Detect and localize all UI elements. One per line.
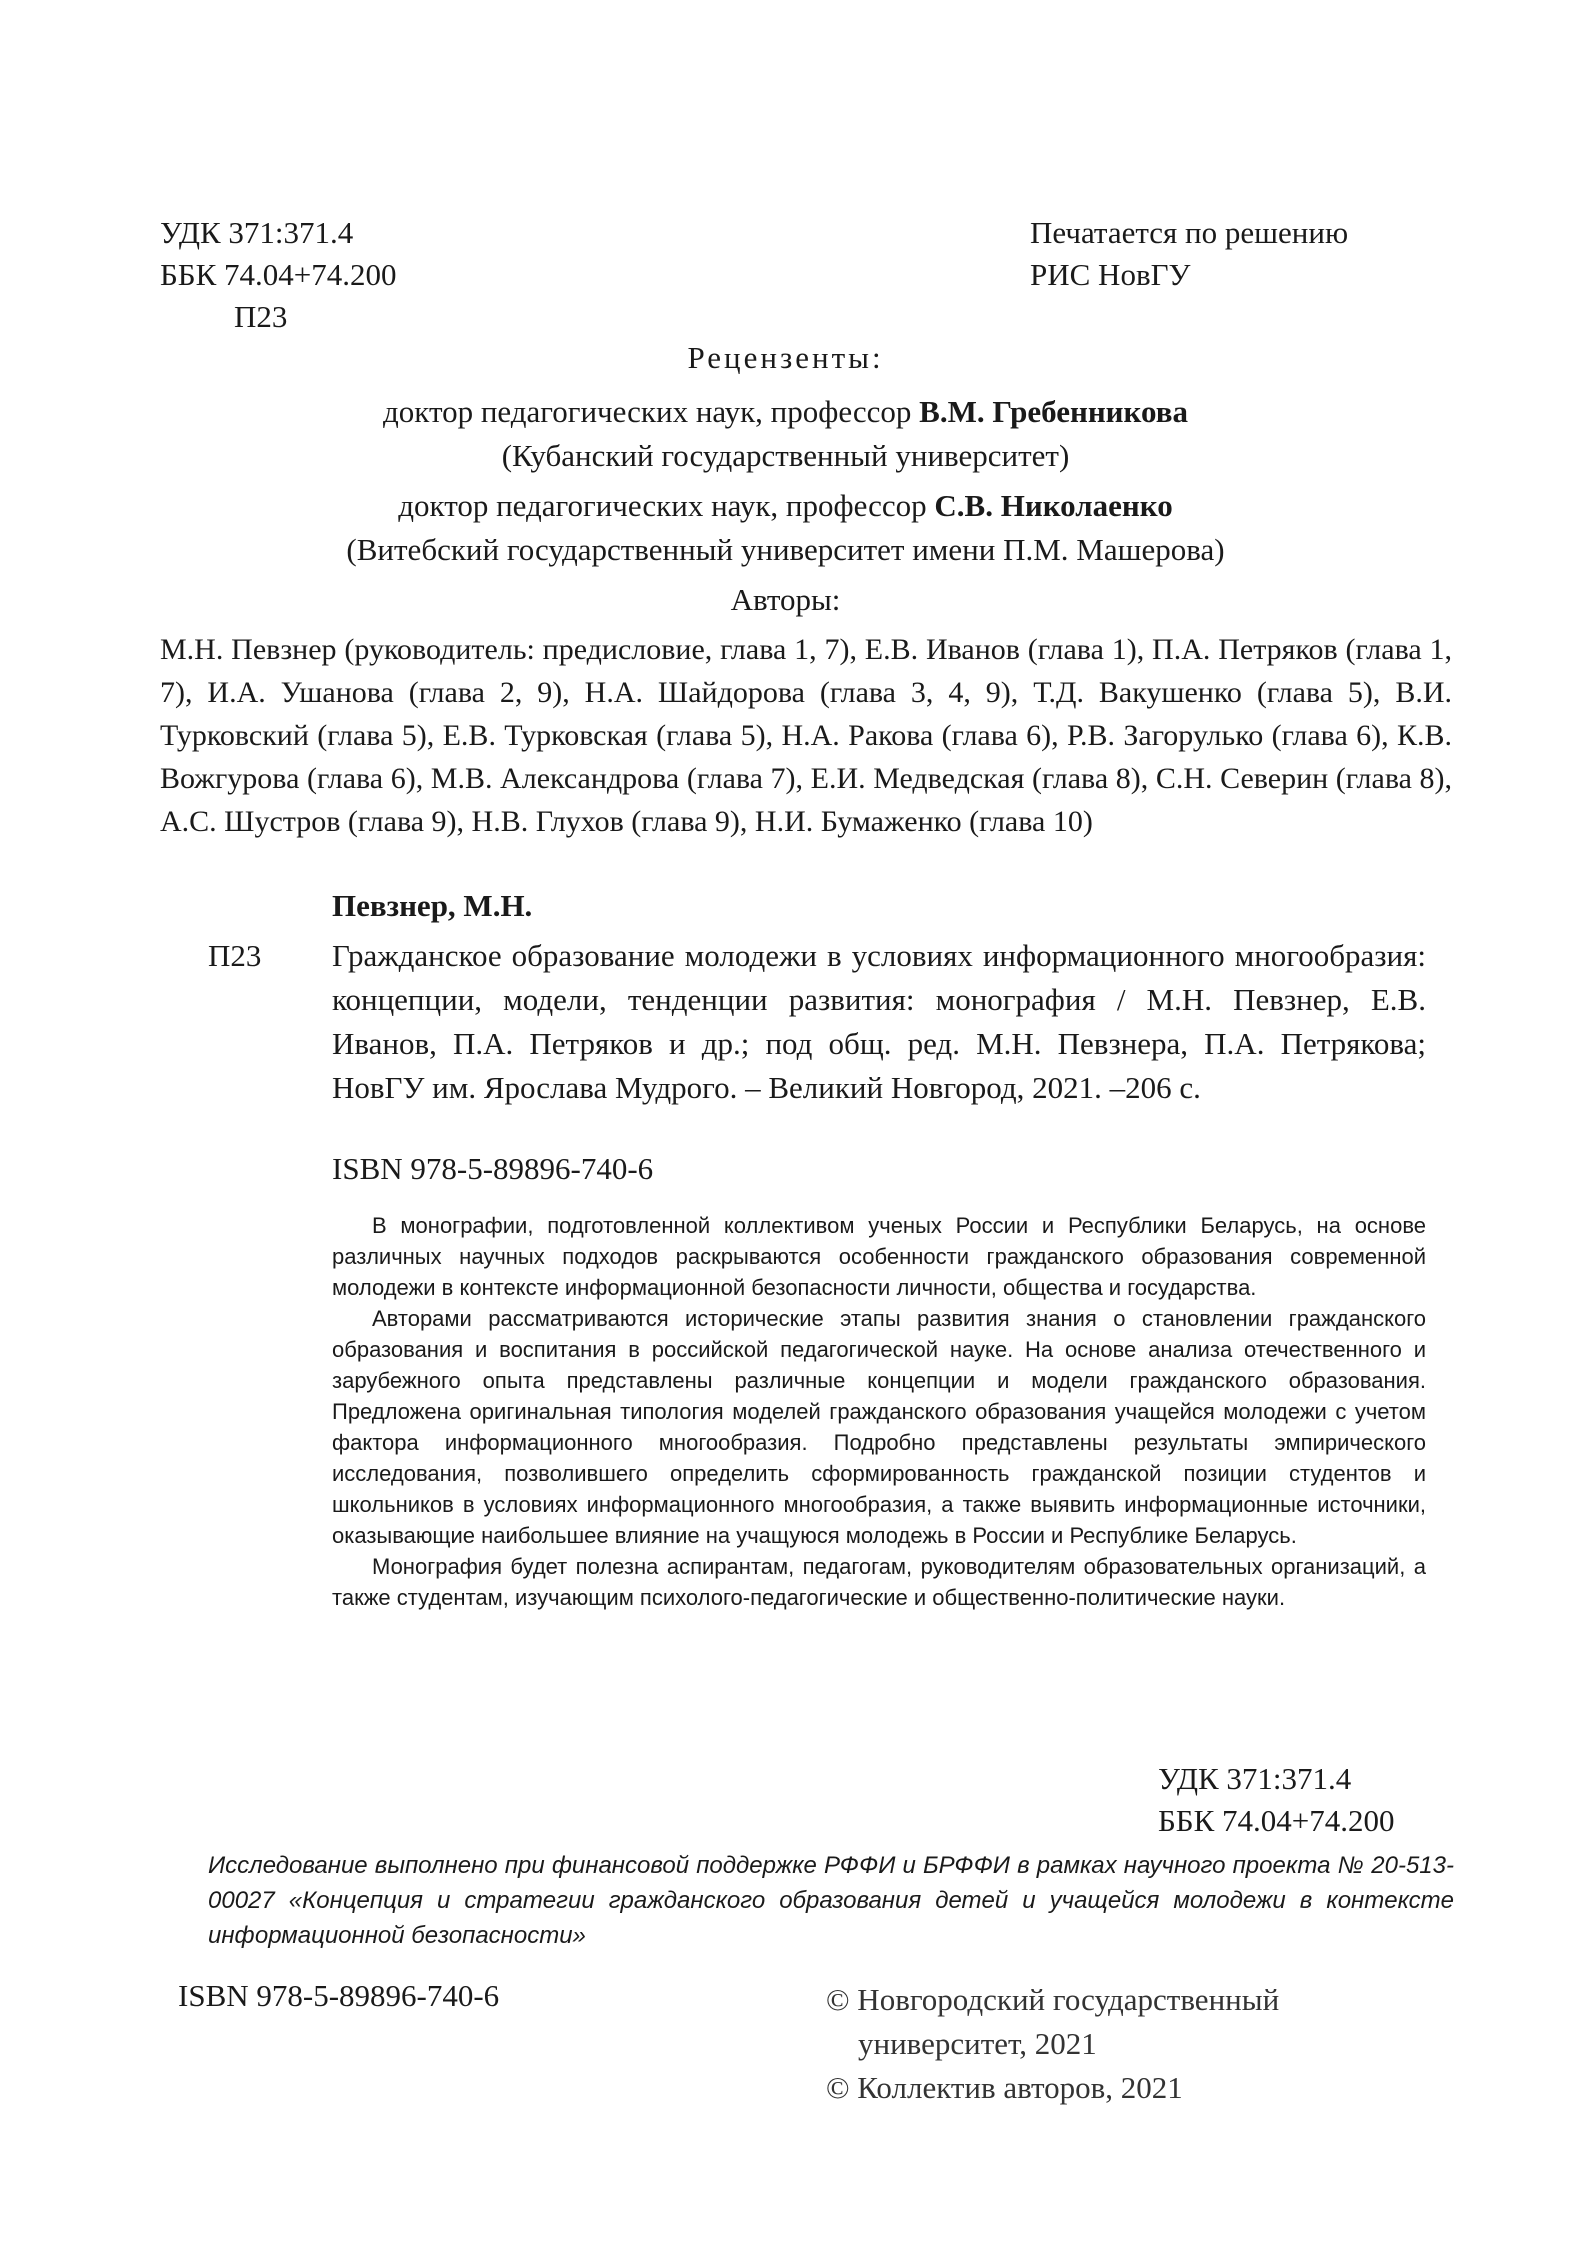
- bbk-code: ББК 74.04+74.200: [160, 257, 397, 292]
- udk-code-bottom: УДК 371:371.4: [1158, 1761, 1352, 1796]
- header-classification: [160, 212, 397, 338]
- reviewers-title: Рецензенты:: [687, 340, 884, 375]
- annotation-paragraph-2: Авторами рассматриваются исторические этапы развития знания о становлении гражданского образования и воспитания в российской педагогической науке. На основе анализа отечественного и зарубежного опыта представлены различные концепции и модели гражданского образования. Предложена оригинальная типология моделей гражданского образования учащейся молодежи с учетом фактора информационного многообразия. Подробно представлены результаты эмпирического исследования, позволившего определить сформированность гражданской позиции студентов и школьников в условиях информационного многообразия, а также выявить информационные источники, оказывающие наибольшее влияние на учащуюся молодежь в России и Республике Беларусь.: [332, 1306, 1426, 1548]
- reviewer-1-org: (Кубанский государственный университет): [501, 438, 1070, 473]
- annotation: [332, 1210, 1426, 1613]
- biblio-author-code: П23: [208, 938, 262, 973]
- reviewer-2: [0, 484, 1571, 528]
- approval-line-1: Печатается по решению: [1030, 215, 1349, 250]
- reviewer-2-name: С.В. Николаенко: [934, 488, 1173, 523]
- copyright-block: [826, 1978, 1279, 2110]
- reviewer-1-role: доктор педагогических наук, профессор: [383, 394, 920, 429]
- biblio-isbn: ISBN 978-5-89896-740-6: [332, 1151, 654, 1186]
- classification-bottom: [1158, 1758, 1395, 1842]
- isbn-bottom: ISBN 978-5-89896-740-6: [178, 1978, 500, 2013]
- reviewer-2-org: (Витебский государственный университет имени П.М. Машерова): [346, 532, 1225, 567]
- copyright-university-line-2: университет, 2021: [858, 2026, 1097, 2061]
- biblio-description: Гражданское образование молодежи в условиях информационного многообразия: концепции, модели, тенденции развития: монография / М.Н. Певзнер, Е.В. Иванов, П.А. Петряков и др.; под общ. ред. М.Н. Певзнера, П.А. Петрякова; НовГУ им. Ярослава Мудрого. – Великий Новгород, 2021. –206 с.: [332, 938, 1426, 1105]
- publication-approval: [1030, 212, 1348, 296]
- author-index: П23: [234, 299, 288, 334]
- annotation-paragraph-3: Монография будет полезна аспирантам, педагогам, руководителям образовательных организаций, а также студентам, изучающим психолого-педагогические и общественно-политические науки.: [332, 1554, 1426, 1610]
- bbk-code-bottom: ББК 74.04+74.200: [1158, 1803, 1395, 1838]
- reviewer-2-role: доктор педагогических наук, профессор: [398, 488, 935, 523]
- copyright-authors: © Коллектив авторов, 2021: [826, 2070, 1183, 2105]
- biblio-author-heading: Певзнер, М.Н.: [332, 888, 533, 923]
- reviewer-1: [0, 390, 1571, 434]
- udk-code: УДК 371:371.4: [160, 215, 354, 250]
- annotation-paragraph-1: В монографии, подготовленной коллективом ученых России и Республики Беларусь, на основе различных научных подходов раскрываются особенности гражданского образования современной молодежи в контексте информационной безопасности личности, общества и государства.: [332, 1213, 1426, 1300]
- reviewer-1-name: В.М. Гребенникова: [919, 394, 1188, 429]
- approval-line-2: РИС НовГУ: [1030, 257, 1191, 292]
- copyright-university-line-1: © Новгородский государственный: [826, 1982, 1280, 2017]
- funding-note: Исследование выполнено при финансовой поддержке РФФИ и БРФФИ в рамках научного проекта № 20-513-00027 «Концепция и стратегии гражданского образования детей и учащейся молодежи в контексте информационной безопасности»: [208, 1852, 1454, 1949]
- authors-list: М.Н. Певзнер (руководитель: предисловие, глава 1, 7), Е.В. Иванов (глава 1), П.А. Петряков (глава 1, 7), И.А. Ушанова (глава 2, 9), Н.А. Шайдорова (глава 3, 4, 9), Т.Д. Вакушенко (глава 5), В.И. Турковский (глава 5), Е.В. Турковская (глава 5), Н.А. Ракова (глава 6), Р.В. Загорулько (глава 6), К.В. Вожгурова (глава 6), М.В. Александрова (глава 7), Е.И. Медведская (глава 8), С.Н. Северин (глава 8), А.С. Шустров (глава 9), Н.В. Глухов (глава 9), Н.И. Бумаженко (глава 10): [160, 633, 1452, 838]
- authors-title: Авторы:: [730, 582, 841, 617]
